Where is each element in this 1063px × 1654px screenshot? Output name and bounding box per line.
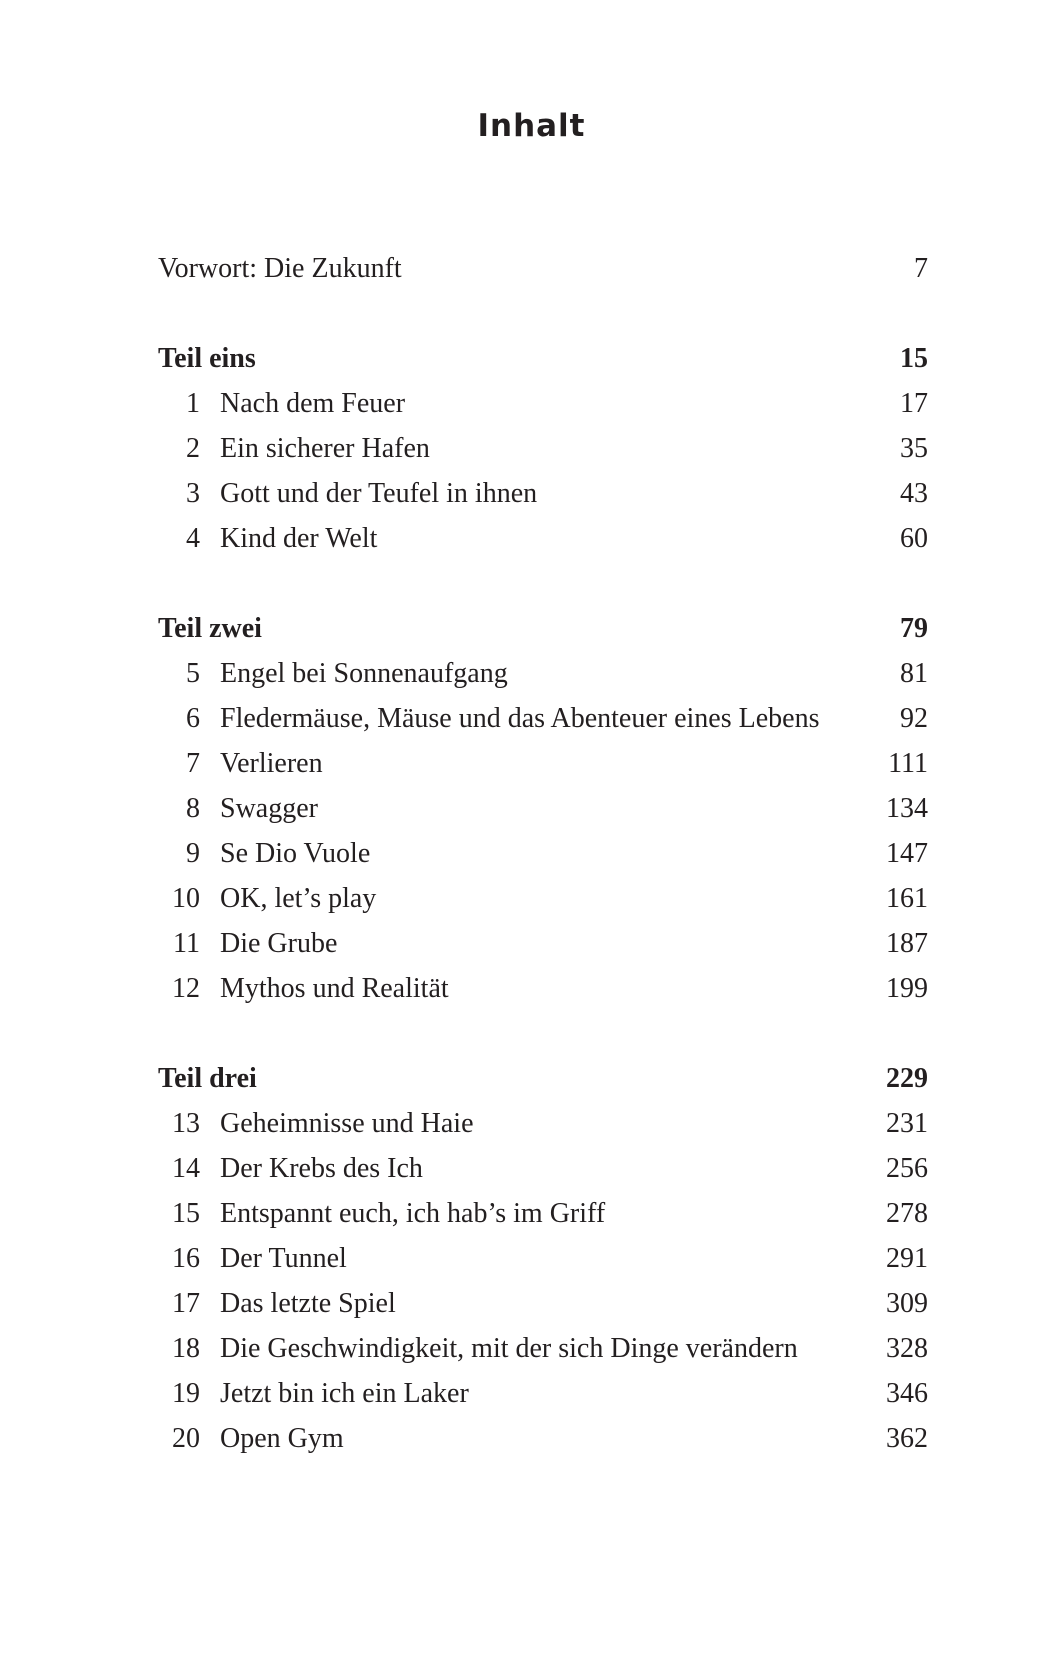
chapter-page: 147	[886, 838, 928, 869]
chapter-title: Open Gym	[220, 1423, 344, 1454]
chapter-number: 18	[172, 1333, 200, 1364]
table-of-contents	[158, 246, 928, 1461]
chapter-page: 35	[900, 433, 928, 464]
chapter-number: 19	[172, 1378, 200, 1409]
chapter-title: Mythos und Realität	[220, 973, 449, 1004]
chapter-number: 3	[186, 478, 200, 509]
chapter-number: 10	[172, 883, 200, 914]
chapter-number: 2	[186, 433, 200, 464]
chapter-number: 8	[186, 793, 200, 824]
chapter-title: Swagger	[220, 793, 318, 824]
chapter-title: Kind der Welt	[220, 523, 378, 554]
toc-chapter-entry[interactable]	[158, 516, 928, 561]
chapter-page: 199	[886, 973, 928, 1004]
toc-chapter-entry[interactable]	[158, 876, 928, 921]
toc-chapter-entry[interactable]	[158, 1146, 928, 1191]
chapter-number: 4	[186, 523, 200, 554]
chapter-page: 256	[886, 1153, 928, 1184]
chapter-title: Verlieren	[220, 748, 323, 779]
chapter-page: 362	[886, 1423, 928, 1454]
toc-chapter-entry[interactable]	[158, 1416, 928, 1461]
toc-chapter-entry[interactable]	[158, 471, 928, 516]
toc-chapter-entry[interactable]	[158, 966, 928, 1011]
chapter-page: 187	[886, 928, 928, 959]
chapter-page: 43	[900, 478, 928, 509]
toc-chapter-entry[interactable]	[158, 651, 928, 696]
toc-chapter-entry[interactable]	[158, 381, 928, 426]
chapter-page: 81	[900, 658, 928, 689]
part-title: Teil drei	[158, 1063, 257, 1094]
toc-part-heading[interactable]	[158, 1056, 928, 1101]
toc-chapter-entry[interactable]	[158, 1371, 928, 1416]
chapter-title: Die Grube	[220, 928, 338, 959]
chapter-title: Die Geschwindigkeit, mit der sich Dinge verändern	[220, 1333, 798, 1364]
part-title: Teil zwei	[158, 613, 262, 644]
chapter-title: Geheimnisse und Haie	[220, 1108, 474, 1139]
chapter-number: 11	[173, 928, 200, 959]
chapter-number: 7	[186, 748, 200, 779]
chapter-page: 309	[886, 1288, 928, 1319]
chapter-number: 15	[172, 1198, 200, 1229]
chapter-title: Das letzte Spiel	[220, 1288, 396, 1319]
chapter-title: Jetzt bin ich ein Laker	[220, 1378, 469, 1409]
chapter-page: 278	[886, 1198, 928, 1229]
toc-chapter-entry[interactable]	[158, 741, 928, 786]
page-title: Inhalt	[477, 108, 586, 144]
chapter-page: 346	[886, 1378, 928, 1409]
toc-chapter-entry[interactable]	[158, 696, 928, 741]
chapter-number: 12	[172, 973, 200, 1004]
chapter-title: Nach dem Feuer	[220, 388, 406, 419]
toc-part-heading[interactable]	[158, 606, 928, 651]
chapter-page: 60	[900, 523, 928, 554]
toc-chapter-entry[interactable]	[158, 1101, 928, 1146]
chapter-title: Se Dio Vuole	[220, 838, 371, 869]
toc-chapter-entry[interactable]	[158, 831, 928, 876]
chapter-title: Der Krebs des Ich	[220, 1153, 423, 1184]
chapter-page: 231	[886, 1108, 928, 1139]
chapter-page: 291	[886, 1243, 928, 1274]
chapter-title: Gott und der Teufel in ihnen	[220, 478, 538, 509]
toc-chapter-entry[interactable]	[158, 921, 928, 966]
foreword-title: Vorwort: Die Zukunft	[158, 253, 402, 284]
chapter-title: Engel bei Sonnenaufgang	[220, 658, 508, 689]
chapter-title: Fledermäuse, Mäuse und das Abenteuer eines Lebens	[220, 703, 820, 734]
toc-entry-foreword[interactable]	[158, 246, 928, 291]
toc-chapter-entry[interactable]	[158, 1281, 928, 1326]
foreword-page: 7	[914, 253, 928, 284]
chapter-page: 328	[886, 1333, 928, 1364]
toc-chapter-entry[interactable]	[158, 1191, 928, 1236]
part-page: 15	[900, 343, 928, 374]
chapter-title: OK, let’s play	[220, 883, 377, 914]
chapter-title: Ein sicherer Hafen	[220, 433, 430, 464]
chapter-number: 16	[172, 1243, 200, 1274]
part-page: 79	[900, 613, 928, 644]
part-title: Teil eins	[158, 343, 256, 374]
chapter-number: 9	[186, 838, 200, 869]
chapter-page: 161	[886, 883, 928, 914]
chapter-page: 111	[888, 748, 928, 779]
chapter-page: 92	[900, 703, 928, 734]
chapter-number: 17	[172, 1288, 200, 1319]
toc-part-heading[interactable]	[158, 336, 928, 381]
chapter-page: 17	[900, 388, 928, 419]
chapter-number: 20	[172, 1423, 200, 1454]
toc-chapter-entry[interactable]	[158, 786, 928, 831]
part-page: 229	[886, 1063, 928, 1094]
chapter-number: 14	[172, 1153, 200, 1184]
chapter-number: 1	[186, 388, 200, 419]
chapter-title: Entspannt euch, ich hab’s im Griff	[220, 1198, 606, 1229]
chapter-page: 134	[886, 793, 928, 824]
chapter-number: 5	[186, 658, 200, 689]
chapter-title: Der Tunnel	[220, 1243, 347, 1274]
chapter-number: 13	[172, 1108, 200, 1139]
chapter-number: 6	[186, 703, 200, 734]
toc-chapter-entry[interactable]	[158, 1326, 928, 1371]
toc-chapter-entry[interactable]	[158, 1236, 928, 1281]
toc-chapter-entry[interactable]	[158, 426, 928, 471]
